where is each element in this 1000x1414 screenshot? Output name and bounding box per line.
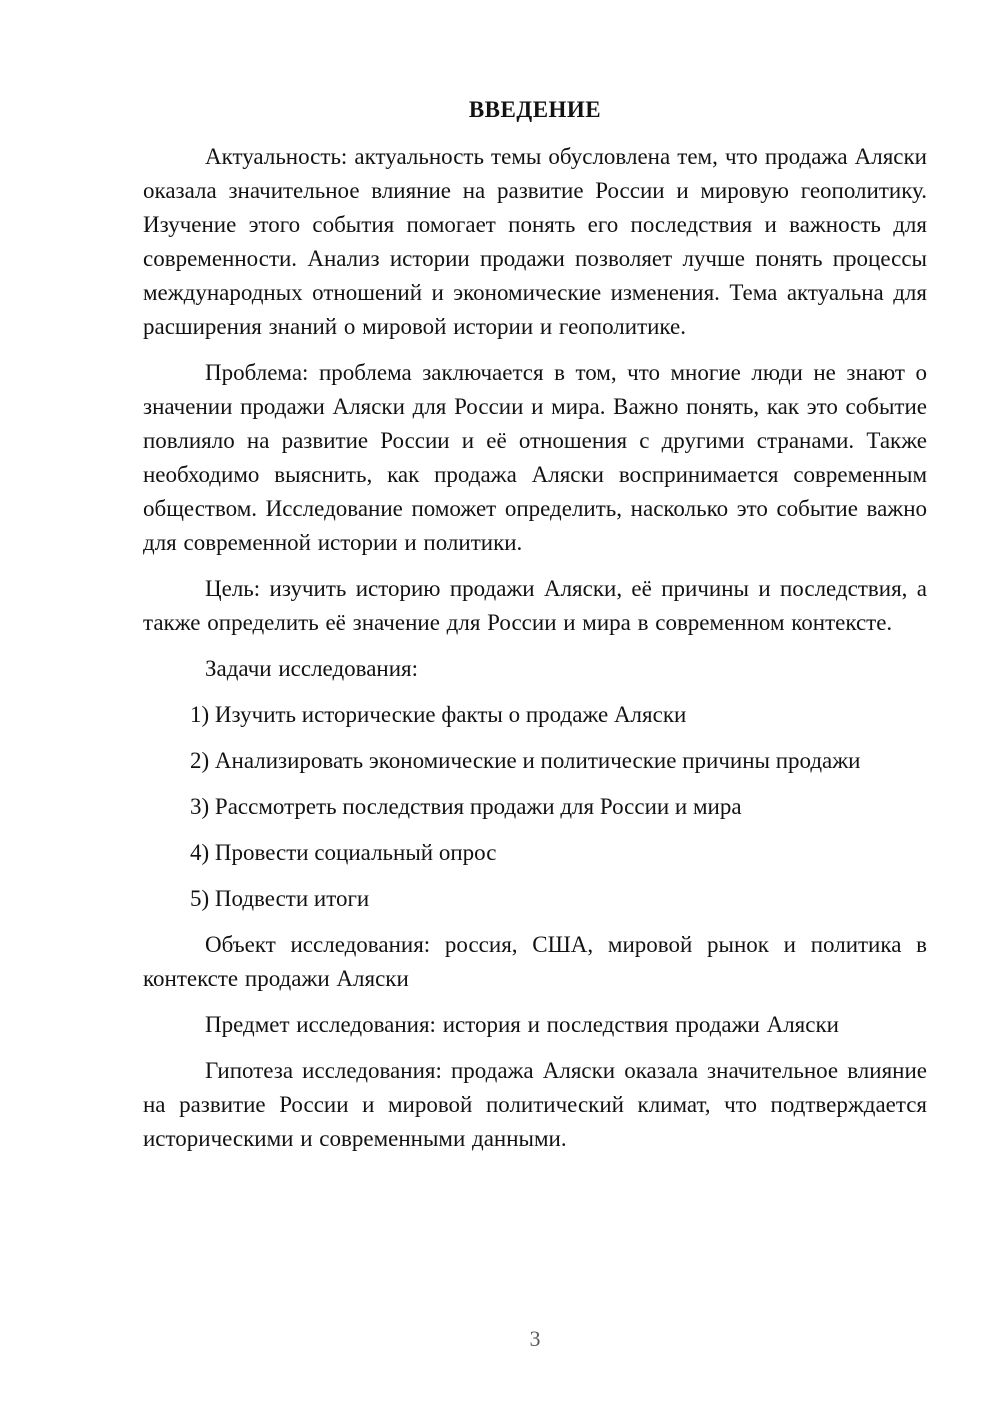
- page-title: ВВЕДЕНИЕ: [468, 97, 602, 122]
- paragraph-zadachi-header: Задачи исследования:: [205, 656, 419, 681]
- paragraph-aktualnost: Актуальность: актуальность темы обусловлена тем, что продажа Аляски оказала значительное влияние на развитие России и мировую геополитику. Изучение этого события помогает понять его последствия и важность для современности. Анализ истории продажи позволяет лучше понять процессы международных отношений и экономические изменения. Тема актуальна для расширения знаний о мировой истории и геополитике.: [143, 144, 927, 339]
- paragraph-tsel: Цель: изучить историю продажи Аляски, её причины и последствия, а также определить её значение для России и мира в современном контексте.: [143, 576, 927, 635]
- paragraph-predmet: Предмет исследования: история и последствия продажи Аляски: [205, 1012, 839, 1037]
- paragraph-problema: Проблема: проблема заключается в том, что многие люди не знают о значении продажи Аляски для России и мира. Важно понять, как это событие повлияло на развитие России и её отношения с другими странами. Также необходимо выяснить, как продажа Аляски воспринимается современным обществом. Исследование поможет определить, насколько это событие важно для современной истории и политики.: [143, 360, 927, 555]
- task-list: [143, 698, 927, 916]
- task-item-5: 5) Подвести итоги: [190, 886, 370, 911]
- task-item-4: 4) Провести социальный опрос: [190, 840, 497, 865]
- page-number: 3: [529, 1326, 541, 1351]
- task-item-3: 3) Рассмотреть последствия продажи для России и мира: [190, 794, 742, 819]
- paragraph-obekt: Объект исследования: россия, США, мировой рынок и политика в контексте продажи Аляски: [143, 932, 927, 991]
- task-item-2: 2) Анализировать экономические и политические причины продажи: [190, 748, 861, 773]
- task-item-1: 1) Изучить исторические факты о продаже Аляски: [190, 702, 687, 727]
- paragraph-gipoteza: Гипотеза исследования: продажа Аляски оказала значительное влияние на развитие России и мировой политический климат, что подтверждается историческими и современными данными.: [143, 1058, 927, 1151]
